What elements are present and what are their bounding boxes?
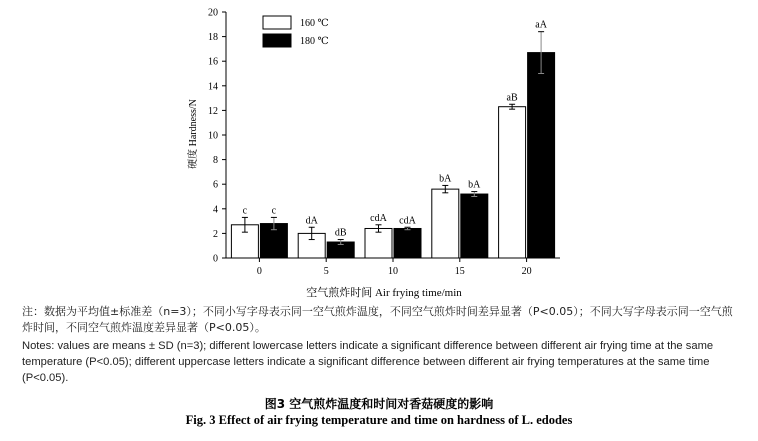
x-axis-title: 空气煎炸时间 Air frying time/min [306,287,462,299]
note-chinese: 注：数据为平均值±标准差（n=3）；不同小写字母表示同一空气煎炸温度，不同空气煎炸时间差异显著（P<0.05）；不同大写字母表示同一空气煎炸时间，不同空气煎炸温度差异显著（P<0.05）。 [22,305,733,334]
bar [499,107,526,258]
y-tick-label: 4 [213,204,218,216]
x-tick-label: 5 [323,266,329,277]
y-tick-label: 8 [213,155,218,167]
legend-swatch [263,16,291,29]
y-tick-label: 20 [208,7,218,19]
significance-label: c [242,205,248,217]
significance-label: bA [468,179,481,191]
note-english: Notes: values are means ± SD (n=3); different lowercase letters indicate a significant difference between different air frying time at the same temperature (P<0.05); different uppercase letters indicate a significant difference between different air frying temperatures at the same time (P<0.05). [22,340,714,384]
bar [528,53,555,258]
significance-label: dB [334,227,347,239]
x-tick-label: 0 [256,266,262,277]
legend-swatch [263,34,291,47]
y-tick-label: 12 [208,105,218,117]
bar [461,194,488,258]
x-tick-label: 20 [521,266,532,277]
y-tick-label: 6 [213,179,218,191]
y-tick-label: 10 [208,130,218,142]
y-tick-label: 16 [208,56,218,68]
significance-label: bA [439,173,452,185]
significance-label: aA [535,19,547,31]
legend-label: 160 ℃ [300,18,329,29]
legend-label: 180 ℃ [300,36,329,47]
y-tick-label: 0 [213,253,218,265]
x-tick-label: 10 [388,266,398,277]
y-axis-title: 硬度 Hardness/N [188,99,199,169]
significance-label: c [271,205,277,217]
y-tick-label: 2 [213,228,218,240]
significance-label: aB [506,92,518,104]
y-tick-label: 18 [208,32,218,44]
significance-label: dA [305,215,318,227]
significance-label: cdA [370,212,387,224]
bar [432,189,459,258]
x-tick-label: 15 [454,266,465,277]
y-tick-label: 14 [208,81,218,93]
bar [365,228,392,258]
bars-layer [231,53,554,258]
significance-label: cdA [399,215,416,227]
bar [394,228,421,258]
figure-caption-english: Fig. 3 Effect of air frying temperature and time on hardness of L. edodes [185,413,573,427]
figure-caption-chinese: 图3 空气煎炸温度和时间对香菇硬度的影响 [264,397,494,411]
legend [263,16,329,47]
